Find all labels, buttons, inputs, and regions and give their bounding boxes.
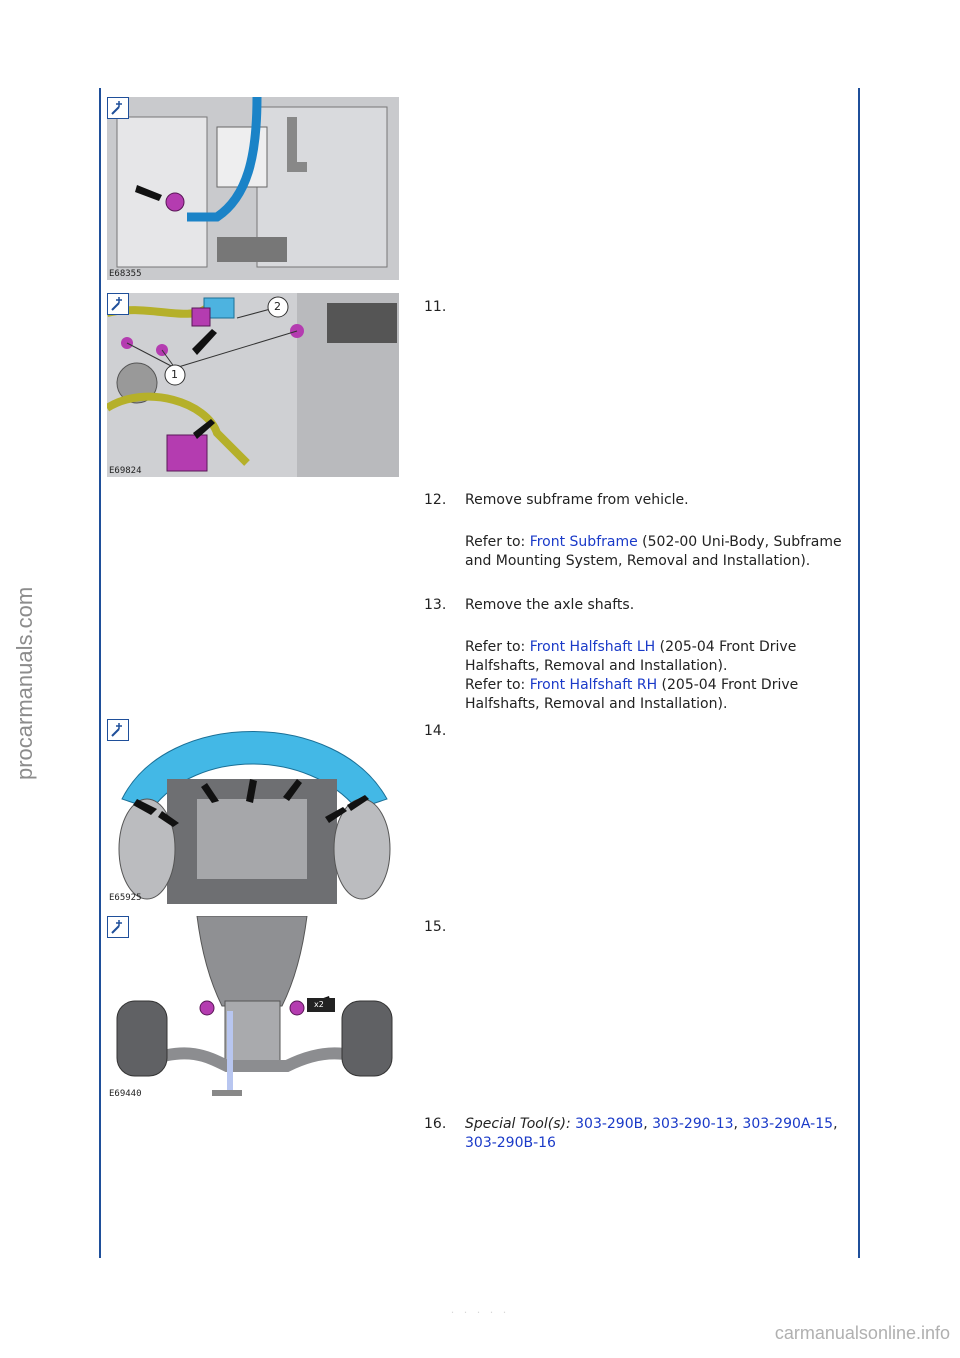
reference-detail: (502-00 Uni-Body, Subframe and Mounting System, Removal and Installation).	[465, 534, 842, 569]
step-number: 12.	[424, 492, 447, 508]
tool-link-303-290b-16[interactable]: 303-290B-16	[465, 1135, 556, 1151]
footer-watermark: carmanualsonline.info	[774, 1323, 950, 1343]
figure-e69824	[107, 293, 399, 477]
separator: ,	[733, 1116, 743, 1132]
step-number: 16.	[424, 1116, 447, 1132]
step-text	[465, 1115, 855, 1153]
figure-illustration	[107, 719, 399, 904]
front-halfshaft-rh-link[interactable]: Front Halfshaft RH	[529, 677, 658, 693]
callout-x2: x2	[314, 1000, 324, 1009]
figure-illustration	[107, 293, 399, 477]
refer-to-label: Refer to:	[465, 639, 530, 655]
tool-link-303-290a-15[interactable]: 303-290A-15	[742, 1116, 834, 1132]
figure-illustration	[107, 97, 399, 280]
reference-detail: (205-04 Front Drive Halfshafts, Removal and Installation).	[465, 639, 797, 674]
left-border-line	[99, 88, 101, 1258]
step-text: Remove the axle shafts.	[465, 597, 635, 613]
zoom-icon[interactable]	[107, 719, 129, 741]
side-watermark: procarmanuals.com	[12, 586, 37, 780]
refer-to-label: Refer to:	[465, 677, 530, 693]
step-number: 15.	[424, 919, 447, 935]
figure-e69440	[107, 916, 399, 1100]
zoom-icon[interactable]	[107, 916, 129, 938]
figure-code: E69824	[109, 466, 142, 476]
step-number: 13.	[424, 597, 447, 613]
right-border-line	[858, 88, 860, 1258]
reference-detail: (205-04 Front Drive Halfshafts, Removal and Installation).	[465, 677, 799, 712]
figure-code: E68355	[109, 269, 142, 279]
front-halfshaft-lh-link[interactable]: Front Halfshaft LH	[529, 639, 656, 655]
figure-code: E69440	[109, 1089, 142, 1099]
tool-link-303-290b[interactable]: 303-290B	[575, 1116, 644, 1132]
front-subframe-link[interactable]: Front Subframe	[529, 534, 638, 550]
step-12-reference	[465, 533, 855, 571]
special-tools-label: Special Tool(s):	[465, 1116, 571, 1132]
step-text: Remove subframe from vehicle.	[465, 492, 689, 508]
separator: ,	[833, 1116, 838, 1132]
refer-to-label: Refer to:	[465, 534, 530, 550]
figure-code: E65925	[109, 893, 142, 903]
tool-link-303-290-13[interactable]: 303-290-13	[652, 1116, 734, 1132]
callout-1: 1	[171, 368, 178, 381]
step-13-reference-2	[465, 676, 855, 714]
separator: ,	[643, 1116, 653, 1132]
step-number: 11.	[424, 299, 447, 315]
callout-2: 2	[274, 300, 281, 313]
figure-e65925	[107, 719, 399, 904]
figure-e68355	[107, 97, 399, 280]
step-number: 14.	[424, 723, 447, 739]
page-number: · · · · ·	[450, 1306, 510, 1319]
zoom-icon[interactable]	[107, 97, 129, 119]
figure-illustration	[107, 916, 399, 1100]
zoom-icon[interactable]	[107, 293, 129, 315]
step-13-reference-1	[465, 638, 855, 676]
